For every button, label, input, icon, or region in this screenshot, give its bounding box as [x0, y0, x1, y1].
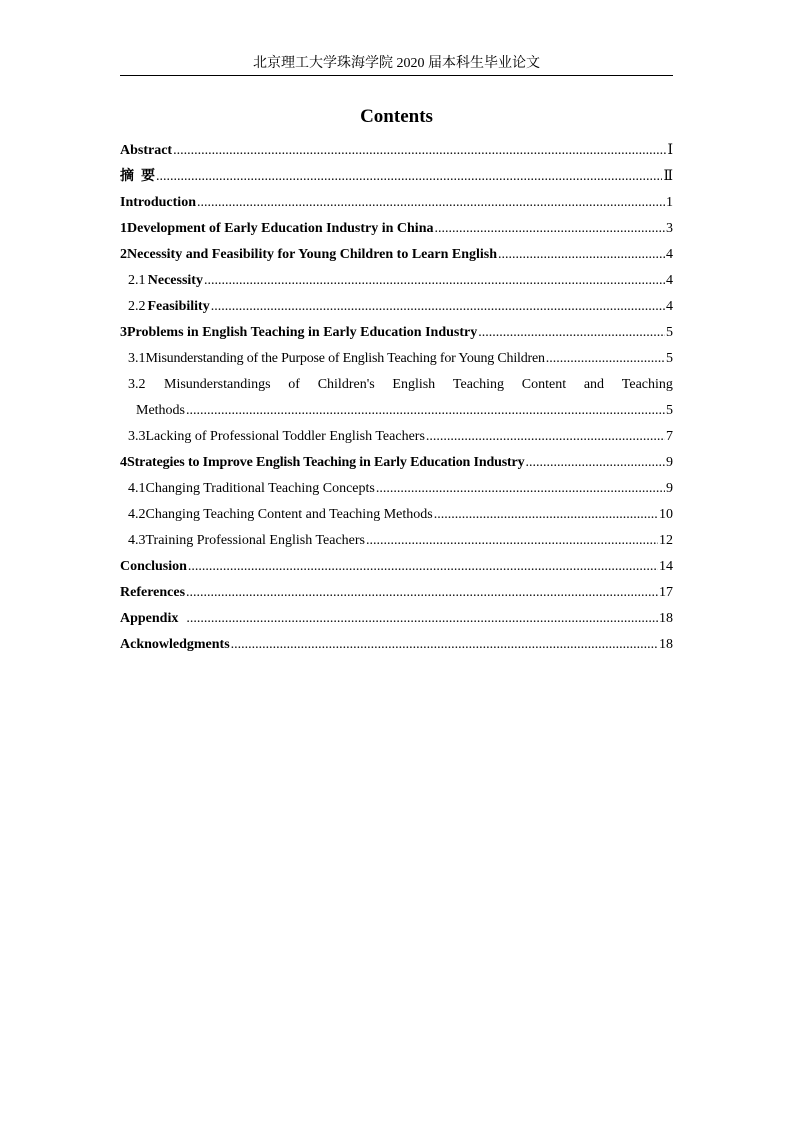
- toc-entry-label: Appendix: [120, 611, 179, 626]
- toc-entry-label: References: [120, 585, 186, 600]
- toc-entry-label-line1: [164, 372, 673, 398]
- toc-entry-abstract[interactable]: [120, 138, 673, 164]
- toc-label-word: of: [288, 377, 300, 392]
- toc-page-number: 12: [659, 533, 673, 548]
- toc-entry-label: Strategies to Improve English Teaching in Early Education Industry: [127, 455, 525, 470]
- toc-label-word: Children's: [317, 377, 375, 392]
- toc-label-word: and: [583, 377, 605, 392]
- toc-leader-dots: [197, 190, 665, 216]
- toc-leader-dots: [173, 138, 666, 164]
- toc-leader-dots: [426, 424, 665, 450]
- toc-page-number: 7: [666, 429, 673, 444]
- toc-page-number: 4: [666, 247, 673, 262]
- toc-entry-number: 1: [120, 221, 127, 236]
- table-of-contents: [120, 138, 673, 658]
- toc-entry-number: 4: [120, 455, 127, 470]
- toc-entry-number: 4.1: [128, 481, 146, 496]
- page-header: 北京理工大学珠海学院 2020 届本科生毕业论文: [253, 56, 540, 71]
- toc-page-number: 3: [666, 221, 673, 236]
- page-title: Contents: [360, 106, 433, 127]
- toc-entry-references[interactable]: [120, 580, 673, 606]
- toc-entry-label: Changing Teaching Content and Teaching Methods: [145, 507, 433, 522]
- toc-entry-number: 4.3: [128, 533, 146, 548]
- toc-entry-label: Feasibility: [147, 299, 210, 314]
- toc-entry-number: 2.2: [128, 299, 146, 314]
- toc-page-number: 5: [666, 351, 673, 366]
- toc-label-word: Content: [521, 377, 567, 392]
- toc-entry-chapter-1[interactable]: [120, 216, 673, 242]
- toc-entry-section-3-3[interactable]: [120, 424, 673, 450]
- toc-entry-label: 摘 要: [120, 169, 155, 184]
- toc-entry-label: Acknowledgments: [120, 637, 230, 652]
- toc-leader-dots: [546, 346, 665, 372]
- toc-entry-number: 3.2: [128, 377, 146, 392]
- toc-entry-zhaiyao[interactable]: [120, 164, 673, 190]
- toc-entry-section-3-2-continued[interactable]: [120, 398, 673, 424]
- toc-leader-dots: [525, 450, 665, 476]
- toc-leader-dots: [478, 320, 665, 346]
- toc-entry-section-3-2[interactable]: [120, 372, 673, 398]
- toc-entry-introduction[interactable]: [120, 190, 673, 216]
- toc-entry-label: Abstract: [120, 143, 173, 158]
- toc-leader-dots: [156, 164, 662, 190]
- toc-page-number: 18: [659, 637, 673, 652]
- toc-leader-dots: [434, 216, 665, 242]
- toc-page-number: 9: [666, 481, 673, 496]
- toc-leader-dots: [211, 294, 665, 320]
- toc-entry-number: 2: [120, 247, 127, 262]
- toc-entry-number: 3.1: [128, 351, 146, 366]
- toc-entry-chapter-2[interactable]: [120, 242, 673, 268]
- toc-page-number: 4: [666, 273, 673, 288]
- toc-leader-dots: [204, 268, 665, 294]
- toc-entry-label: Misunderstanding of the Purpose of English Teaching for Young Children: [145, 351, 545, 366]
- toc-leader-dots: [376, 476, 665, 502]
- toc-entry-number: 2.1: [128, 273, 146, 288]
- toc-entry-label-line2: Methods: [136, 403, 185, 418]
- toc-leader-dots: [188, 554, 658, 580]
- toc-entry-label: Problems in English Teaching in Early Education Industry: [127, 325, 478, 340]
- toc-entry-section-2-2[interactable]: [120, 294, 673, 320]
- toc-page-number: 4: [666, 299, 673, 314]
- toc-entry-acknowledgments[interactable]: [120, 632, 673, 658]
- toc-leader-dots: [186, 606, 658, 632]
- toc-entry-label: Changing Traditional Teaching Concepts: [145, 481, 375, 496]
- toc-leader-dots: [231, 632, 658, 658]
- toc-page-number: Ⅰ: [667, 143, 673, 158]
- toc-page-number: 1: [666, 195, 673, 210]
- toc-entry-appendix[interactable]: [120, 606, 673, 632]
- toc-entry-label: Development of Early Education Industry in China: [127, 221, 434, 236]
- toc-page-number: 17: [659, 585, 673, 600]
- toc-entry-chapter-4[interactable]: [120, 450, 673, 476]
- toc-page-number: 10: [659, 507, 673, 522]
- toc-entry-number: 3.3: [128, 429, 146, 444]
- toc-entry-section-2-1[interactable]: [120, 268, 673, 294]
- toc-entry-label: Necessity and Feasibility for Young Children to Learn English: [127, 247, 498, 262]
- toc-page-number: 5: [666, 325, 673, 340]
- toc-label-word: Misunderstandings: [164, 377, 271, 392]
- toc-entry-label: Necessity: [147, 273, 203, 288]
- toc-page-number: 14: [659, 559, 673, 574]
- toc-entry-label: Lacking of Professional Toddler English Teachers: [145, 429, 425, 444]
- toc-entry-section-4-3[interactable]: [120, 528, 673, 554]
- toc-leader-dots: [186, 398, 665, 424]
- toc-entry-conclusion[interactable]: [120, 554, 673, 580]
- toc-leader-dots: [186, 580, 658, 606]
- toc-page-number: 5: [666, 403, 673, 418]
- toc-entry-section-3-1[interactable]: [120, 346, 673, 372]
- toc-entry-label: Introduction: [120, 195, 196, 210]
- toc-label-word: English: [392, 377, 436, 392]
- toc-entry-label: Conclusion: [120, 559, 187, 574]
- toc-entry-section-4-2[interactable]: [120, 502, 673, 528]
- toc-leader-dots: [434, 502, 658, 528]
- toc-page-number: 9: [666, 455, 673, 470]
- toc-entry-label: Training Professional English Teachers: [145, 533, 365, 548]
- toc-leader-dots: [366, 528, 658, 554]
- toc-entry-chapter-3[interactable]: [120, 320, 673, 346]
- toc-label-word: Teaching: [452, 377, 505, 392]
- toc-page-number: 18: [659, 611, 673, 626]
- toc-label-word: Teaching: [621, 377, 673, 392]
- toc-leader-dots: [498, 242, 665, 268]
- toc-page-number: Ⅱ: [663, 169, 673, 184]
- toc-entry-section-4-1[interactable]: [120, 476, 673, 502]
- toc-entry-number: 3: [120, 325, 127, 340]
- toc-entry-number: 4.2: [128, 507, 146, 522]
- header-rule: [120, 75, 673, 76]
